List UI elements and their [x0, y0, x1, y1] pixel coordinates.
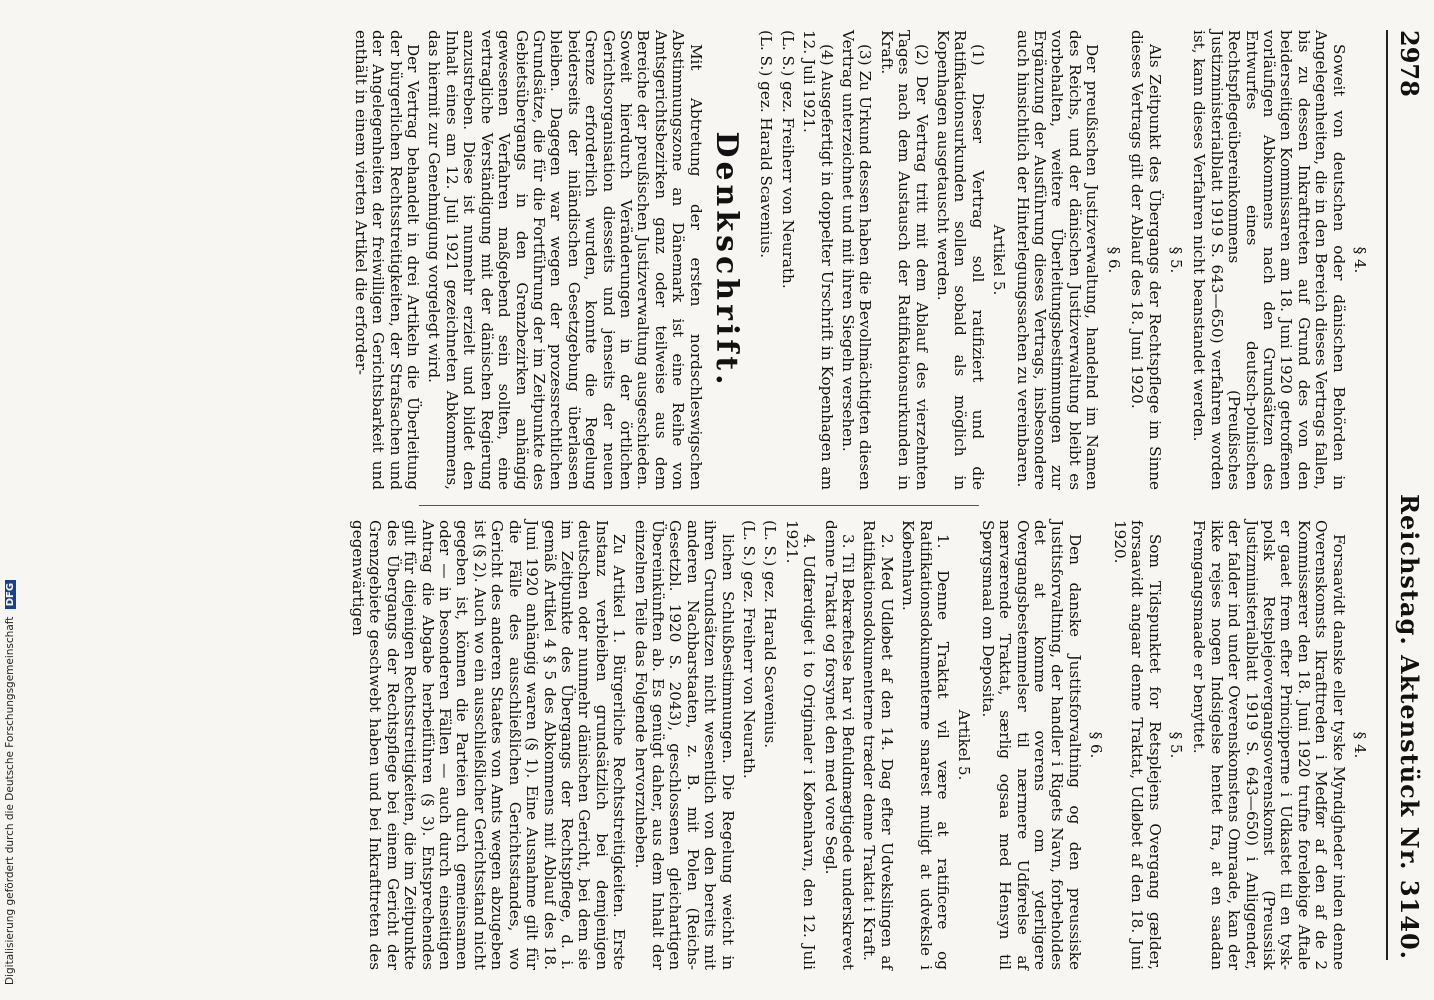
paragraph: Zu Artikel 1. Bürgerliche Rechtsstreitigkeiten. Erste Instanz verbleiben grundsätzlich bei demjenigen deutschen oder nunmehr dänischen Gericht, bei dem sie im Zeitpunkte des Übergangs der Rechtspflege, d. i. gemäß Artikel 4 § 5 des Abkommens mit Ablauf des 18. Juni 1920 anhängig waren (§ 1). Eine Ausnahme gilt für die Fälle des ausschließlichen Gerichtsstandes, wo Gericht des anderen Staates von Amts wegen abzugeben ist (§ 2). Auch wo ein ausschließlicher Gerichtsstand nicht gegeben ist, können die Parteien durch gemeinsamen oder — in besonderen Fällen — auch durch einseitigen Antrag die Abgabe herbeiführen (§ 3). Entsprechendes gilt für diejenigen Rechtsstreitigkeiten, die im Zeitpunkte des Übergangs der Rechtspflege bei einem Gericht der Grenzgebiete geschwebt haben und bei Inkrafttreten des gegenwärtigen — [349, 520, 629, 970]
section-heading: § 6. — [1087, 731, 1106, 759]
german-column — [347, 30, 1374, 490]
paragraph: lichen Schlußbestimmungen. Die Regelung weicht in ihren Grundsätzen nicht wesentlich von den bereits mit anderen Nachbarstaaten, z. B. mit Polen (Reichs-Gesetzbl. 1920 S. 2043), geschlossenen gleichartigen Übereinkünften ab. Es genügt daher, aus dem Inhalt der einzelnen Teile das Folgende hervorzuheben. — [631, 520, 737, 970]
page-header — [1386, 30, 1428, 960]
paragraph: Forsaavidt danske eller tyske Myndigheder inden denne Overenskomsts Ikrafttreden i Medfør af den af de 2 Kommissærer den 18. Juni 1920 trufne foreløbige Aftale er gaaet frem efter Principperne i Udkastet til en tysk-polsk Retsplejeovergangsoverenskomst (Preussisk Justizministerialblatt 1919 S. 643—650) i Anliggender, der falder ind under Overenskomstens Omraade, kan der ikke rejses nogen Indsigelse hentet fra, at en saadan Fremgangsmaade er benyttet. — [1190, 520, 1348, 970]
paragraph: Der Vertrag behandelt in drei Artikeln die Überleitung der bürgerlichen Rechtsstreitigkeiten, der Strafsachen und der Angelegenheiten der freiwilligen Gerichtsbarkeit und enthält in einem vierten Artikel die erforder- — [351, 30, 423, 490]
paragraph: 1. Denne Traktat vil være at ratificere og Ratifikationsdokumenterne snarest muligt at udveksle i København. — [899, 520, 953, 970]
denkschrift-title: Denkschrift. — [709, 131, 744, 389]
paragraph: 2. Med Udløbet af den 14. Dag efter Udvekslingen af Ratifikationsdokumenterne træder denne Traktat i Kraft. — [860, 520, 896, 970]
paragraph: Der preußischen Justizverwaltung, handelnd im Namen des Reichs, und der dänischen Justizverwaltung bleibt es vorbehalten, weitere Überleitungsbestimmungen zur Ergänzung der Ausführung dieses Vertrags, insbesondere auch hinsichtlich der Hinterlegungssachen zu vereinbaren. — [1013, 30, 1102, 490]
article-heading: Artikel 5. — [990, 224, 1009, 296]
signature-line: (L. S.) gez. Harald Scavenius. — [757, 30, 776, 259]
dfg-logo-icon: DFG — [5, 580, 16, 609]
article-heading: Artikel 5. — [955, 709, 974, 781]
credit-text: Digitalisierung gefördert durch die Deutsche Forschungsgemeinschaft — [4, 616, 16, 985]
section-heading: § 4. — [1351, 246, 1369, 274]
signature-line: (L. S.) gez. Harald Scavenius. — [761, 520, 780, 749]
paragraph: (1) Dieser Vertrag soll ratifiziert und die Ratifikationsurkunden sollen sobald als möglich in Kopenhagen ausgetauscht werden. — [934, 30, 987, 490]
paragraph: 3. Til Bekræftelse har vi Befuldmægtigede underskrevet denne Traktat og forsynet den med vore Segl. — [821, 520, 858, 970]
paragraph: Soweit von deutschen oder dänischen Behörden in Angelegenheiten, die in den Bereich dieses Vertrags fallen, bis zu dessen Inkrafttreten auf Grund des von den beiderseitigen Kommissaren am 18. Juni 1920 getroffenen vorläufigen Abkommens nach den Grundsätzen des Entwurfes eines deutsch-polnischen Rechtspflegeübereinkommens (Preußisches Justizministerialblatt 1919 S. 643—650) verfahren worden ist, kann dieses Verfahren nicht beanstandet werden. — [1190, 30, 1348, 490]
page-number: 2978 — [1395, 30, 1424, 97]
danish-column — [345, 520, 1374, 970]
paragraph: (4) Ausgefertigt in doppelter Urschrift in Kopenhagen am 12. Juli 1921. — [800, 30, 836, 490]
paragraph: Als Zeitpunkt des Übergangs der Rechtspflege im Sinne dieses Vertrags gilt der Ablauf des 18. Juni 1920. — [1128, 30, 1164, 490]
paragraph: Den danske Justitsforvaltning og den preussiske Justitsforvaltning, der handler i Rigets Navn, forbeholdes det at komme overens om yderligere Overgangsbestemmelser til nærmere Udførelse af nærværende Traktat, særlig ogsaa med Hensyn til Spørgsmaal om Deposita. — [978, 520, 1084, 970]
paragraph: Som Tidspunktet for Retsplejens Overgang gælder, forsaavidt angaar denne Traktat, Udløbet af den 18. Juni 1920. — [1110, 520, 1164, 970]
section-heading: § 4. — [1351, 731, 1369, 759]
paragraph: (2) Der Vertrag tritt mit dem Ablauf des vierzehnten Tages nach dem Austausch der Ratifikationsurkunden in Kraft. — [877, 30, 931, 490]
section-heading: § 6. — [1104, 246, 1123, 274]
section-heading: § 5. — [1166, 246, 1185, 274]
paragraph: (3) Zu Urkund dessen haben die Bevollmächtigten diesen Vertrag unterzeichnet und mit ihren Siegeln versehen. — [839, 30, 875, 490]
column-divider — [419, 505, 979, 506]
paragraph: Mit Abtretung der ersten nordschleswigschen Abstimmungszone an Dänemark ist eine Reihe von Amtsgerichtsbezirken ganz oder teilweise aus dem Bereiche der preußischen Justizverwaltung ausgeschieden. Soweit hierdurch Veränderungen in der örtlichen Gerichtsorganisation diesseits und jenseits der neuen Grenze erforderlich wurden, konnte die Regelung beiderseits der inländischen Gesetzgebung überlassen bleiben. Dagegen war wegen der prozessrechtlichen Grundsätze, die für die Fortführung der im Zeitpunkte des Gebietsübergangs in den Grenzbezirken anhängig gewesenen Verfahren maßgebend sein sollten, eine vertragliche Verständigung mit der dänischen Regierung anzustreben. Diese ist nunmehr erzielt und bildet den Inhalt eines am 12. Juli 1921 gezeichneten Abkommens, das hiermit zur Genehmigung vorgelegt wird. — [425, 30, 705, 490]
page-title: Reichstag. Aktenstück Nr. 3140. — [1395, 494, 1424, 960]
paragraph: 4. Udfærdiget i to Originaler i København, den 12. Juli 1921. — [782, 520, 819, 970]
section-heading: § 5. — [1166, 731, 1185, 759]
signature-line: (L. S.) gez. Freiherr von Neurath. — [740, 520, 758, 779]
signature-line: (L. S.) gez. Freiherr von Neurath. — [778, 30, 797, 289]
